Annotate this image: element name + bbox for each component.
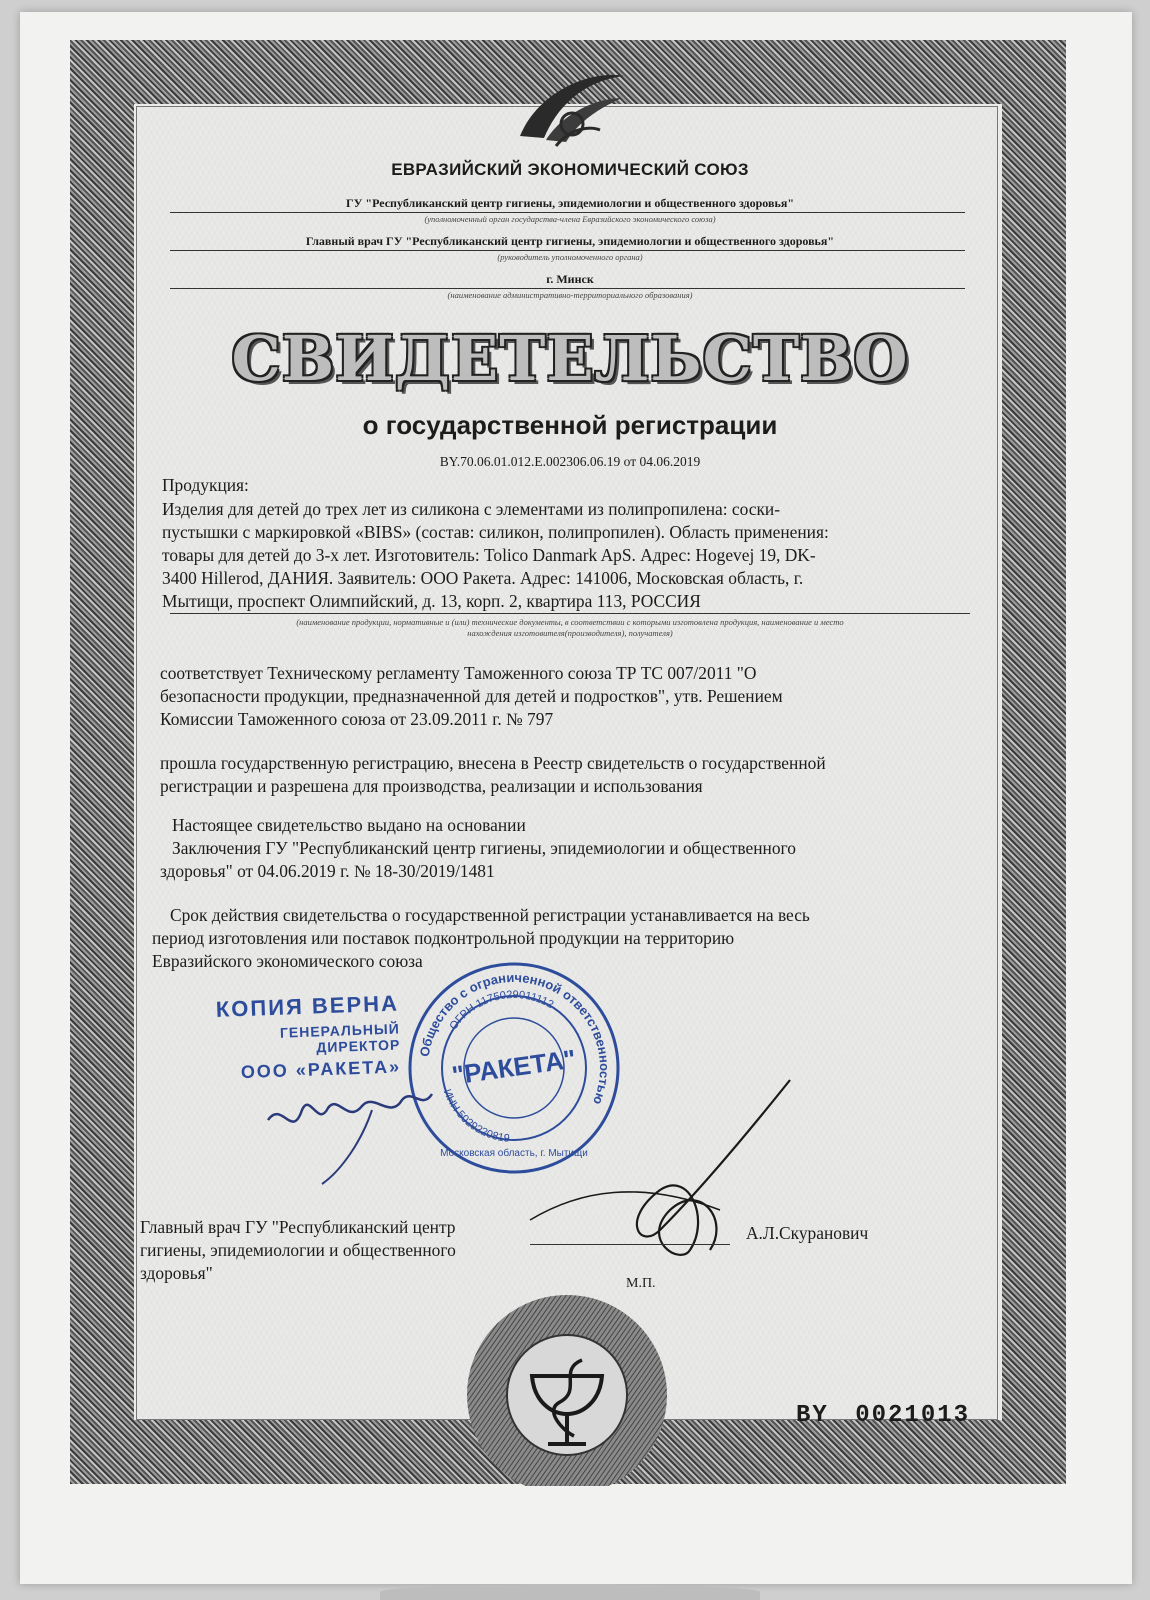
page-title: СВИДЕТЕЛЬСТВО	[231, 322, 909, 395]
basis-line: Настоящее свидетельство выдано на основании	[172, 815, 526, 835]
serial-number	[796, 1402, 970, 1429]
validity-line: период изготовления или поставок подконтрольной продукции на территорию	[152, 928, 735, 948]
signatory-position-line: Главный врач ГУ "Республиканский центр	[140, 1217, 456, 1237]
product-caption: (наименование продукции, нормативные и (или) технические документы, в соответствии с которыми изготовлена продукция, наименование и место нахождения изготовителя(производителя), получателя)	[296, 617, 844, 638]
copy-stamp-line: ГЕНЕРАЛЬНЫЙ ДИРЕКТОР	[279, 1020, 401, 1056]
compliance-line: соответствует Техническому регламенту Таможенного союза ТР ТС 007/2011 "О	[160, 663, 757, 683]
product-description	[162, 498, 972, 613]
product-line: пустышки с маркировкой «BIBS» (состав: силикон, полипропилен). Область применения:	[162, 522, 829, 542]
director-signature	[262, 1080, 462, 1190]
seal-ogrn: ОГРН 1175029011112	[447, 988, 556, 1033]
registration-line: регистрации и разрешена для производства, реализации и использования	[160, 776, 703, 796]
product-line: товары для детей до 3-х лет. Изготовитель: Tolico Danmark ApS. Адрес: Hogevej 19, DK-	[162, 545, 816, 565]
city: г. Минск	[546, 272, 594, 286]
registration-line: прошла государственную регистрацию, внесена в Реестр свидетельств о государственной	[160, 753, 826, 773]
validity-line: Срок действия свидетельства о государственной регистрации устанавливается на весь	[170, 905, 810, 925]
seal-place-mark: М.П.	[626, 1276, 656, 1291]
copy-stamp-line: ООО «РАКЕТА»	[240, 1056, 402, 1083]
registration-paragraph	[160, 752, 975, 798]
authority-name: ГУ "Республиканский центр гигиены, эпидемиологии и общественного здоровья"	[345, 196, 794, 210]
authority-head: Главный врач ГУ "Республиканский центр гигиены, эпидемиологии и общественного здоровья"	[305, 234, 835, 248]
seal-inn: ИНН 5029220819	[440, 1087, 511, 1145]
product-line: Мытищи, проспект Олимпийский, д. 13, корп. 2, квартира 113, РОССИЯ	[162, 591, 701, 611]
basis-line: Заключения ГУ "Республиканский центр гигиены, эпидемиологии и общественного	[172, 838, 796, 858]
basis-paragraph	[160, 814, 980, 883]
city-caption: (наименование административно-территориального образования)	[447, 290, 693, 300]
background-object	[380, 1584, 760, 1600]
official-seal-icon	[462, 1290, 672, 1486]
signatory-name: А.Л.Скуранович	[746, 1223, 869, 1243]
copy-certified-stamp	[199, 991, 402, 1085]
seal-center-text: "РАКЕТА"	[450, 1043, 578, 1091]
validity-line: Евразийского экономического союза	[152, 951, 423, 971]
head-caption: (руководитель уполномоченного органа)	[497, 252, 643, 262]
seal-region: Московская область, г. Мытищи	[440, 1148, 588, 1159]
copy-stamp-line: КОПИЯ ВЕРНА	[215, 990, 400, 1022]
eaeu-emblem-icon	[500, 58, 640, 156]
compliance-paragraph	[160, 662, 975, 731]
product-line: 3400 Hillerod, ДАНИЯ. Заявитель: ООО Ракета. Адрес: 141006, Московская область, г.	[162, 568, 804, 588]
compliance-line: безопасности продукции, предназначенной для детей и подростков", утв. Решением	[160, 686, 783, 706]
signatory-position-line: здоровья"	[140, 1263, 213, 1283]
serial-value: 0021013	[855, 1402, 971, 1429]
union-name: ЕВРАЗИЙСКИЙ ЭКОНОМИЧЕСКИЙ СОЮЗ	[391, 160, 749, 179]
compliance-line: Комиссии Таможенного союза от 23.09.2011 г. № 797	[160, 709, 554, 729]
serial-prefix: BY	[796, 1402, 829, 1429]
signatory-position-line: гигиены, эпидемиологии и общественного	[140, 1240, 456, 1260]
basis-line: здоровья" от 04.06.2019 г. № 18-30/2019/1481	[160, 861, 495, 881]
product-label: Продукция:	[162, 475, 249, 495]
chief-doctor-signature	[520, 1070, 820, 1290]
page-subtitle: о государственной регистрации	[362, 410, 778, 440]
registration-number: BY.70.06.01.012.E.002306.06.19 от 04.06.2019	[439, 454, 701, 469]
seal-outer-text: Общество с ограниченной ответственностью	[416, 969, 613, 1107]
signatory-position	[140, 1216, 540, 1285]
product-line: Изделия для детей до трех лет из силикона с элементами из полипропилена: соски-	[162, 499, 781, 519]
authority-caption: (уполномоченный орган государства-члена Евразийского экономического союза)	[424, 214, 716, 224]
